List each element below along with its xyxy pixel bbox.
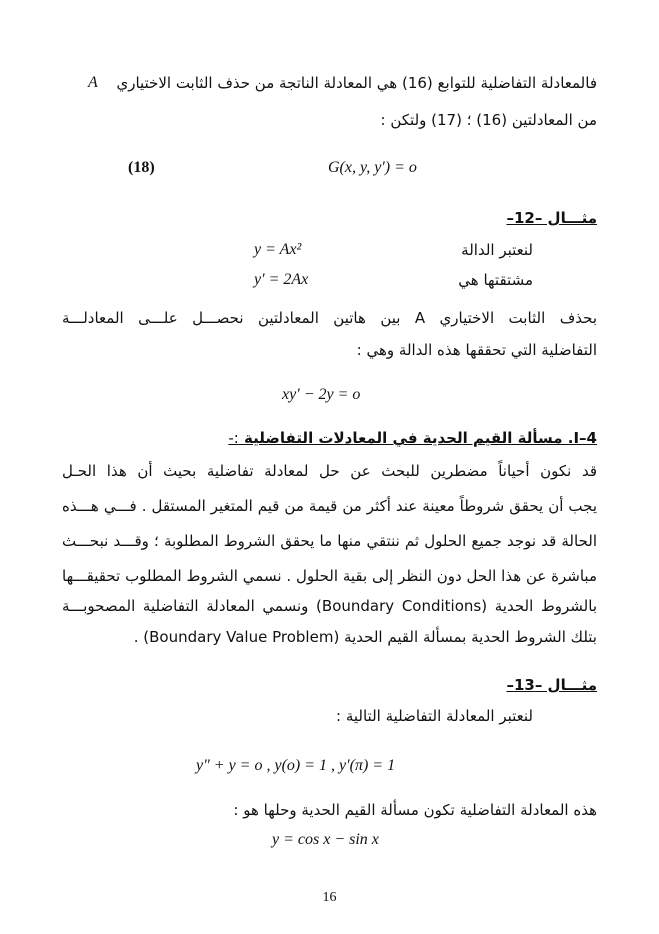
section-4-heading-suffix: :- [228, 429, 239, 447]
example-12-derivative: y′ = 2Ax [254, 271, 309, 288]
example-13-solution: y = cos x − sin x [272, 831, 379, 848]
page-number: 16 [322, 890, 337, 905]
example-12-consider-label: لنعتبر الدالة [461, 241, 533, 259]
example-12-paragraph-line-1: بحذف الثابت الاختياري A بين هاتين المعادلتين نحصـــل علـــى المعادلـــة [62, 309, 597, 327]
intro-line-1 [87, 73, 597, 93]
section-4-paragraph-line-4: مباشرة عن هذا الحل دون النظر إلى بقية الحلول . نسمي الشروط المطلوب تحقيقـــها [62, 567, 597, 585]
example-12-derivative-label: مشتقتها هي [458, 271, 533, 289]
example-12-result: xy′ − 2y = o [282, 386, 361, 403]
example-12-function: y = Ax² [254, 241, 302, 258]
intro-variable-A: A [88, 74, 98, 91]
example-12-heading: مثـــال –12– [506, 209, 597, 227]
section-4-heading [228, 428, 597, 448]
equation-18-label: (18) [128, 159, 155, 176]
example-13-equation: y″ + y = o , y(o) = 1 , y′(π) = 1 [196, 757, 396, 774]
intro-line-2: من المعادلتين (16) ؛ (17) ولتكن : [380, 111, 597, 129]
section-4-paragraph-line-6: بتلك الشروط الحدية بمسألة القيم الحدية (Boundary Value Problem) . [133, 628, 597, 646]
section-4-paragraph-line-5: بالشروط الحدية (Boundary Conditions) ونسمي المعادلة التفاضلية المصحوبـــة [62, 597, 597, 615]
example-13-consider: لنعتبر المعادلة التفاضلية التالية : [336, 707, 533, 725]
example-12-paragraph-line-2: التفاضلية التي تحققها هذه الدالة وهي : [356, 341, 597, 359]
example-13-text: هذه المعادلة التفاضلية تكون مسألة القيم الحدية وحلها هو : [233, 801, 597, 819]
section-4-paragraph-line-3: الحالة قد نوجد جميع الحلول ثم ننتقي منها ما يحقق الشروط المطلوبة ؛ وقـــد نبحـــث [62, 532, 597, 550]
section-4-paragraph-line-2: يجب أن يحقق شروطاً معينة عند أكثر من قيمة من قيم المتغير المستقل . فـــي هـــذه [62, 497, 597, 515]
section-4-paragraph-line-1: قد نكون أحياناً مضطرين للبحث عن حل لمعادلة تفاضلية بحيث أن هذا الحـل [62, 462, 597, 480]
intro-line-1-text: فالمعادلة التفاضلية للتوابع (16) هي المعادلة الناتجة من حذف الثابت الاختياري [116, 74, 597, 92]
example-13-heading: مثـــال –13– [506, 676, 597, 694]
section-4-heading-text: I–4. مسألة القيم الحدية في المعادلات التفاضلية [244, 429, 597, 447]
equation-18-expression: G(x, y, y′) = o [328, 159, 417, 176]
